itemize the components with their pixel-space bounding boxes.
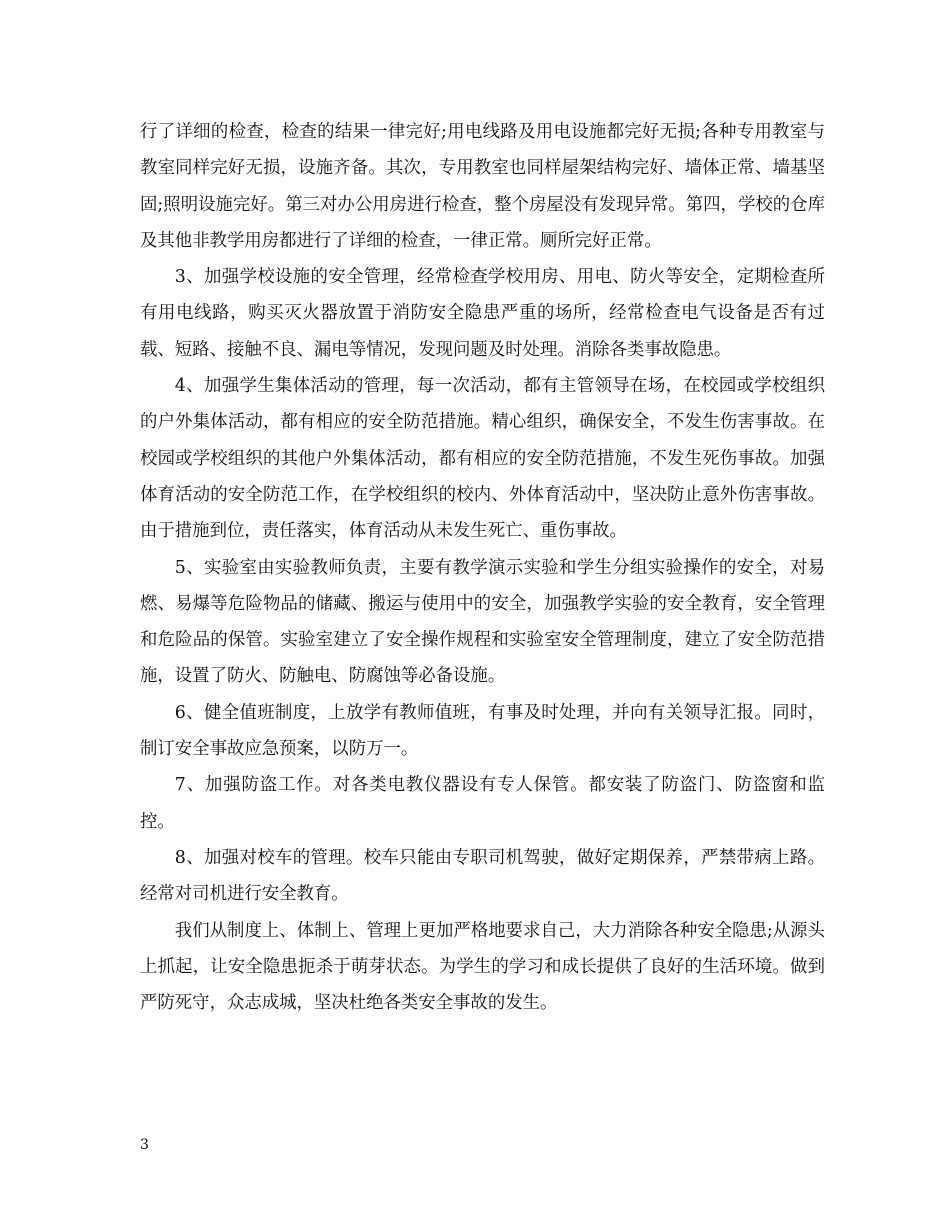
paragraph-item-3-facility-safety: 3、加强学校设施的安全管理，经常检查学校用房、用电、防火等安全，定期检查所有用电线路，购买灭火器放置于消防安全隐患严重的场所，经常检查电气设备是否有过载、短路、接触不良、漏电等情况，发现问题及时处理。消除各类事故隐患。 xyxy=(140,267,825,360)
paragraph-item-6-duty-system: 6、健全值班制度，上放学有教师值班，有事及时处理，并向有关领导汇报。同时，制订安全事故应急预案，以防万一。 xyxy=(140,702,825,760)
document-body xyxy=(140,114,825,1021)
page-number: 3 xyxy=(140,1137,149,1153)
paragraph-conclusion: 我们从制度上、体制上、管理上更加严格地要求自己，大力消除各种安全隐患;从源头上抓起，让安全隐患扼杀于萌芽状态。为学生的学习和成长提供了良好的生活环境。做到严防死守，众志成城，坚决杜绝各类安全事故的发生。 xyxy=(140,920,825,1014)
paragraph-continued-inspection: 行了详细的检查，检查的结果一律完好;用电线路及用电设施都完好无损;各种专用教室与教室同样完好无损，设施齐备。其次，专用教室也同样屋架结构完好、墙体正常、墙基坚固;照明设施完好。第三对办公用房进行检查，整个房屋没有发现异常。第四，学校的仓库及其他非教学用房都进行了详细的检查，一律正常。厕所完好正常。 xyxy=(140,122,825,251)
paragraph-item-4-group-activities: 4、加强学生集体活动的管理，每一次活动，都有主管领导在场，在校园或学校组织的户外集体活动，都有相应的安全防范措施。精心组织，确保安全，不发生伤害事故。在校园或学校组织的其他户外集体活动，都有相应的安全防范措施，不发生死伤事故。加强体育活动的安全防范工作，在学校组织的校内、外体育活动中，坚决防止意外伤害事故。由于措施到位，责任落实，体育活动从未发生死亡、重伤事故。 xyxy=(140,376,825,542)
paragraph-item-5-laboratory: 5、实验室由实验教师负责，主要有教学演示实验和学生分组实验操作的安全，对易燃、易爆等危险物品的储藏、搬运与使用中的安全，加强教学实验的安全教育，安全管理和危险品的保管。实验室建立了安全操作规程和实验室安全管理制度，建立了安全防范措施，设置了防火、防触电、防腐蚀等必备设施。 xyxy=(140,557,825,687)
paragraph-item-8-school-bus: 8、加强对校车的管理。校车只能由专职司机驾驶，做好定期保养，严禁带病上路。经常对司机进行安全教育。 xyxy=(140,847,825,905)
paragraph-item-7-anti-theft: 7、加强防盗工作。对各类电教仪器设有专人保管。都安装了防盗门、防盗窗和监控。 xyxy=(140,775,825,832)
